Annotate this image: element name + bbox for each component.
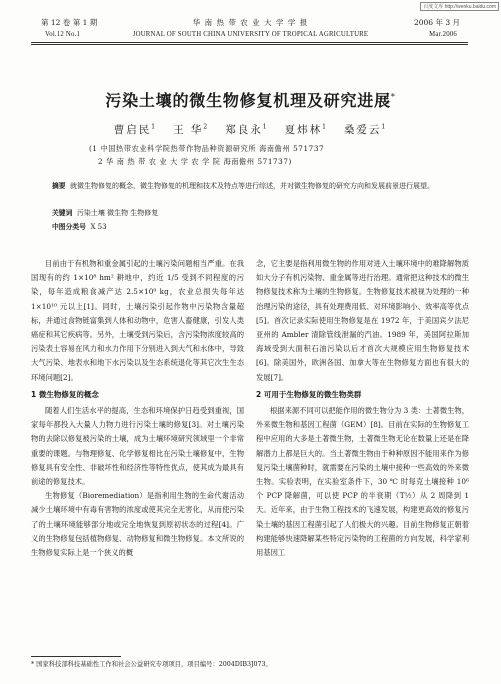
author: 曹启民$^1$ [113,123,158,136]
author: 王 华$^2$ [173,123,210,136]
section-heading-2: 2 可用于生物修复的微生物类群 [256,389,362,399]
intro-paragraph: 目前由于有机物和重金属引起的土壤污染问题相当严重。在我国现有的约 1×10⁸ hm² 耕地中，约近 1/5 受到不同程度的污染，每年造成粮食减产达 2.5×10⁹ kg，农业总损失每年达 1×10¹⁰ 元以上[1]。同时，土壤污染引起作物中污染物含量超标，并通过食物链富集到人体和动物中，危害人畜健康，引发人类癌症和其它疾病等。另外，土壤受到污染后，含污染物浓度较高的污染表土容易在风力和水力作用下分别进入到大气和水体中，导致大气污染、地表水和地下水污染以及生态系统退化等其它次生生态环境问题[2]。 [31,259,244,382]
abstract-text: 就微生物修复的概念，微生物修复的机理和技术及特点等进行综述，并对微生物修复的研究方向和发展前景进行展望。 [70,182,435,190]
affiliation-line: (1 中国热带农业科学院热带作物品种资源研究所 海南儋州 571737 [89,144,325,153]
paper-title-text: 污染土壤的微生物修复机理及研究进展 [105,91,391,110]
paper-title [0,88,501,111]
abstract-label: 摘要 [52,182,66,190]
keywords [52,207,450,219]
header-rule [31,42,468,43]
abstract [52,180,450,192]
header-journal-cn: 华 南 热 带 农 业 大 学 学 报 [192,18,309,27]
watermark-stamp: 百度文库 http://wenku.baidu.com [420,2,499,11]
title-footnote-mark: * [390,92,396,102]
keywords-text: 污染土壤 微生物 生物修复 [76,209,159,217]
keywords-label: 关键词 [52,209,73,217]
section-2-paragraph: 根据来源不同可以把能作用的微生物分为 3 类：土著微生物，外来微生物和基因工程菌（GEM）[8]。目前在实际的生物修复工程中应用的大多是土著微生物，土著微生物无论在数量上还是在降解潜力上都是巨大的。当土著微生物由于种种原因不能用来作为修复污染土壤菌种时，就需要在污染的土壤中接种一些高效的外来微生物。实验表明，在实验室条件下，30 ℃ 时每克土壤接种 10⁶ 个 PCP 降解菌，可以使 PCP 的半衰期（T½）从 2 周降到 1 天。近年来，由于生物工程技术的飞速发展，构建更高效的修复污染土壤的基因工程菌引起了人们极大的兴趣。目前生物修复正朝着构建能够快速降解某些特定污染物的工程菌的方向发展，科学家利用基因工 [256,406,469,558]
header-rule-thin [31,44,468,45]
affiliation-line: 2 华 南 热 带 农 业 大 学 农 学 院 海南儋州 571737) [98,157,292,166]
clc-text: X 53 [90,223,107,231]
author: 夏炜林$^1$ [284,123,328,136]
left-column [31,257,244,560]
continued-paragraph: 念，它主要是指利用微生物的作用对进入土壤环境中的难降解物质如大分子有机污染物、重金属等进行治理。通常把这种技术的微生物修复技术称为土壤的生物修复。生物修复技术被视为处理的一种治理污染的途径，具有处理费用低、对环境影响小、效率高等优点[5]。首次记录实际使用生物修复是在 1972 年，于美国宾夕法尼亚州的 Ambler 清除管线泄漏的汽油。1989 年，美国阿拉斯加海域受到大面积石油污染以后才首次大规模应用生物修复技术[6]。除美国外，欧洲各国、加拿大等在生物修复方面也有很大的发展[7]。 [256,259,469,382]
header-journal-en: JOURNAL OF SOUTH CHINA UNIVERSITY OF TROPICAL AGRICULTURE [132,31,369,38]
header-date-cn: 2006 年 3 月 [413,18,460,27]
header-volume-en: Vol.12 No.1 [45,31,81,38]
funding-footnote: * 国家科技部科技基础性工作和社会公益研究专项项目，项目编号：2004DIB3J073。 [31,661,272,668]
section-heading-1: 1 微生物修复的概念 [31,389,99,399]
footnote-rule [31,656,121,657]
clc-number [52,221,450,233]
header-date-en: Mar.2006 [429,31,457,38]
section-1-paragraph: 随着人们生活水平的提高，生态和环境保护日趋受到重视，国家每年都投入大量人力物力进行污染土壤的修复[3]。对土壤污染物的去除以修复被污染的土壤，成为土壤环境研究领域里一个非常重要的课题。与物理修复、化学修复相比在污染土壤修复中，生物修复具有安全性、非破坏性和经济性等特性优点，使其成为最具有前途的修复技术。 [31,406,244,487]
right-column [256,257,469,560]
author-list [0,122,501,137]
section-1-paragraph: 生物修复（Bioremediation）是指利用生物的生命代谢活动减少土壤环境中有毒有害物的浓度或使其完全无害化，从而使污染了的土壤环境能够部分地或完全地恢复到原初状态的过程[4]。广义的生物修复包括植物修复、动物修复和微生物修复。本文所说的生物修复实际上是一个狭义的概 [31,491,244,558]
header-volume: 第 12 卷 第 1 期 [41,18,98,27]
clc-label: 中图分类号 [52,223,86,231]
author: 郑良永$^1$ [225,123,269,136]
author: 桑爱云$^1$ [343,123,388,136]
